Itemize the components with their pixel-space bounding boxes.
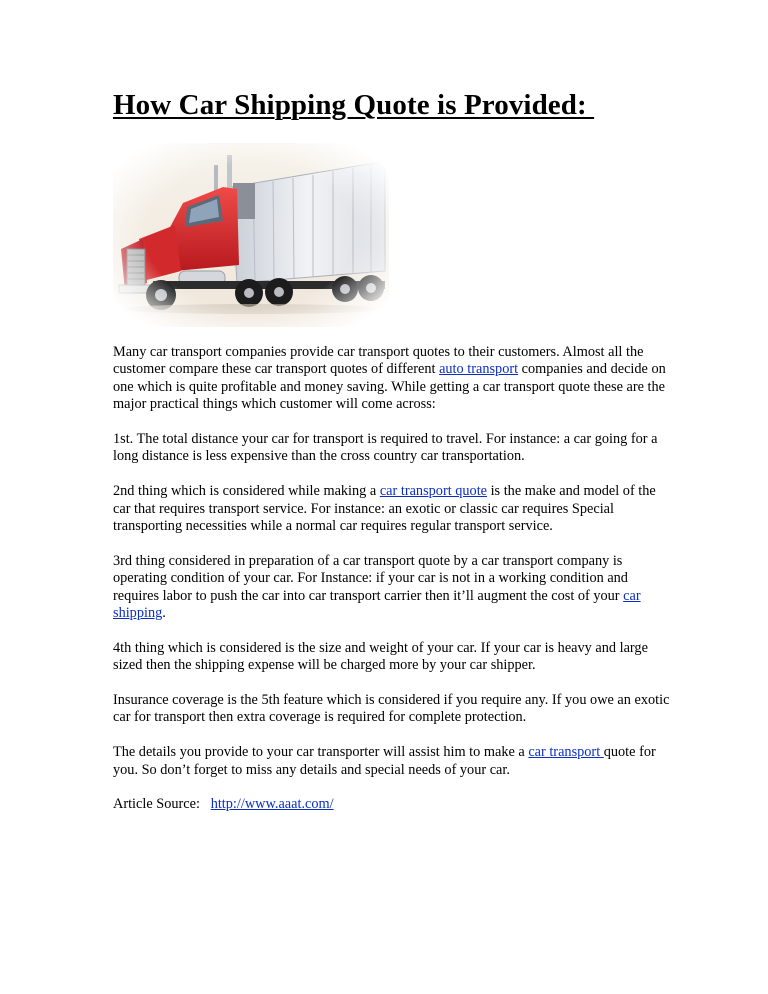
article-body <box>113 344 673 831</box>
article-source <box>113 796 673 813</box>
page-title: How Car Shipping Quote is Provided: <box>113 89 595 121</box>
truck-image <box>113 143 389 327</box>
link-auto-transport[interactable]: auto transport <box>439 361 519 378</box>
paragraph-details: The details you provide to your car transporter will assist him to make a car transport quote for you. So don’t forget to miss any details and special needs of your car. <box>113 744 656 778</box>
paragraph-distance: 1st. The total distance your car for transport is required to travel. For instance: a car going for a long distance is less expensive than the cross country car transportation. <box>113 431 658 465</box>
link-car-transport[interactable]: car transport <box>528 744 604 761</box>
paragraph-intro: Many car transport companies provide car transport quotes to their customers. Almost all the customer compare these car transport quotes of different auto transport companies and decide on one which is quite profitable and money saving. While getting a car transport quote these are the major practical things which customer will come across: <box>113 344 666 413</box>
source-link[interactable]: http://www.aaat.com/ <box>210 796 334 813</box>
paragraph-insurance: Insurance coverage is the 5th feature which is considered if you require any. If you owe an exotic car for transport then extra coverage is required for complete protection. <box>113 692 670 726</box>
link-car-transport-quote[interactable]: car transport quote <box>379 483 488 500</box>
paragraph-make-model: 2nd thing which is considered while making a car transport quote is the make and model of the car that requires transport service. For instance: an exotic or classic car requires Special transporting necessities while a normal car requires regular transport service. <box>113 483 656 535</box>
link-car-shipping[interactable]: car shipping <box>113 587 641 622</box>
paragraph-size-weight: 4th thing which is considered is the size and weight of your car. If your car is heavy and large sized then the shipping expense will be charged more by your car shipper. <box>113 639 648 674</box>
paragraph-condition: 3rd thing considered in preparation of a car transport quote by a car transport company is operating condition of your car. For Instance: if your car is not in a working condition and requires labor to push the car into car transport carrier then it’ll augment the cost of your car shipping. <box>113 552 641 622</box>
source-label: Article Source: <box>113 796 200 813</box>
